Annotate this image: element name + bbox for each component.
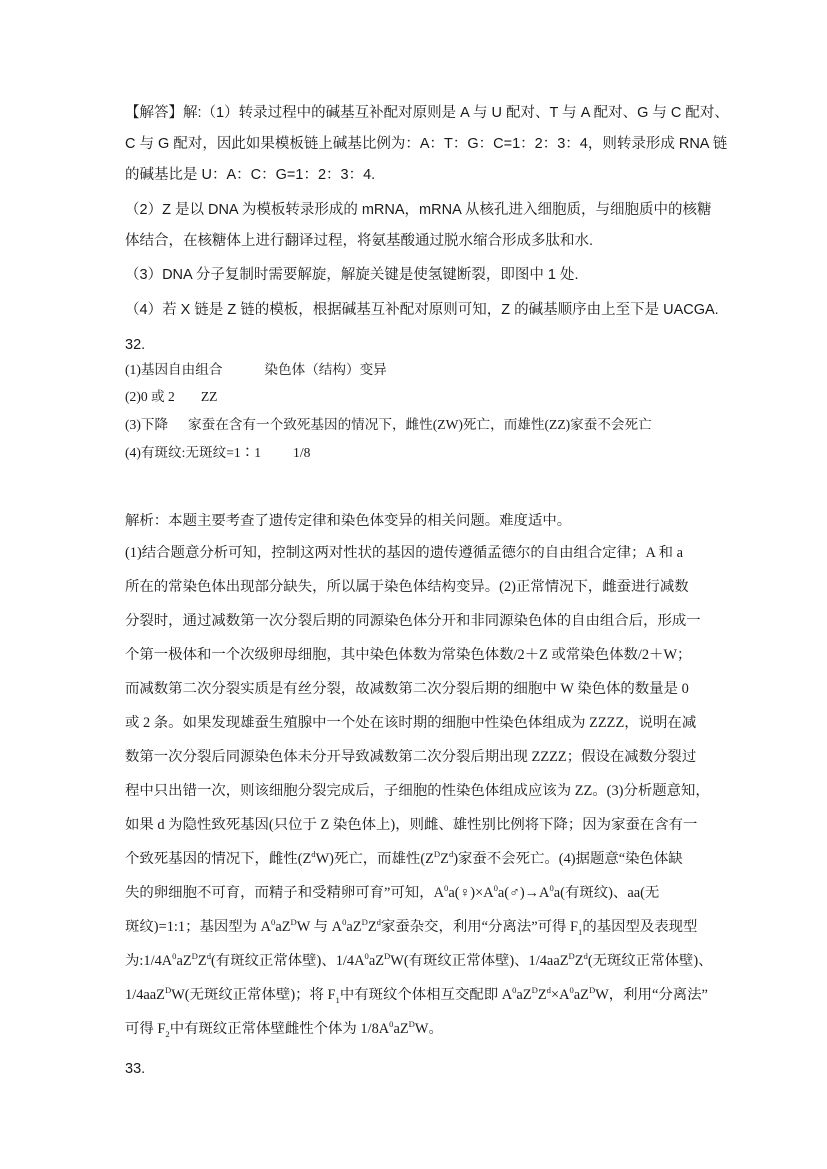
q32-answer-2-value: ZZ: [200, 389, 218, 404]
q32-answer-1-value: 染色体（结构）变异: [264, 362, 387, 377]
q32-answer-4-value: 1/8: [293, 445, 311, 460]
q32-answer-2-label: (2)0 或 2: [125, 389, 175, 404]
analysis-line-8: 数第一次分裂后同源染色体未分开导致减数第二次分裂后期出现 ZZZZ；假设在减数分裂过: [125, 749, 697, 765]
analysis-line-6: 而减数第二次分裂实质是有丝分裂，故减数第二次分裂后期的细胞中 W 染色体的数量是 0: [125, 681, 689, 697]
answer-line-3: 的碱基比是 U：A：C：G=1：2：3：4.: [125, 167, 376, 183]
answer-line-2: C 与 G 配对，因此如果模板链上碱基比例为：A：T：G：C=1：2：3：4，则转录形成 RNA 链: [125, 136, 728, 152]
analysis-line-11: 个致死基因的情况下，雌性$(Z^dW)$死亡，而雄性$(Z^DZ^d)$家蚕不会死亡。(4)据题意“染色体缺: [125, 849, 683, 867]
q32-answer-1-label: (1)基因自由组合: [125, 362, 223, 377]
answer-line-5: 体结合，在核糖体上进行翻译过程，将氨基酸通过脱水缩合形成多肽和水.: [125, 233, 594, 249]
analysis-line-7: 或 2 条。如果发现雄蚕生殖腺中一个处在该时期的细胞中性染色体组成为 ZZZZ，说明在减: [125, 715, 697, 731]
q32-answer-2: [125, 390, 217, 404]
analysis-line-9: 程中只出错一次，则该细胞分裂完成后，子细胞的性染色体组成应该为 ZZ。(3)分析题意知，: [125, 783, 710, 799]
q32-answer-1: [125, 363, 387, 377]
q32-answer-3-label: (3)下降: [125, 417, 169, 432]
q32-answer-4: [125, 446, 310, 460]
question-32-number: 32.: [125, 337, 146, 353]
question-33-number: 33.: [125, 1061, 146, 1077]
analysis-line-15: 1/4aaZ$^D$W(无斑纹正常体壁)；将 $F_1$中有斑纹个体相互交配即 $A^0aZ^DZ^d\times A^0aZ^DW$，利用“分离法”: [125, 985, 708, 1005]
analysis-line-16: 可得 $F_2$中有斑纹正常体壁雌性个体为 $1/8A^0aZ^DW$。: [125, 1019, 443, 1039]
q32-answer-3-value: 家蚕在含有一个致死基因的情况下，雌性(ZW)死亡，而雄性(ZZ)家蚕不会死亡: [188, 417, 652, 432]
analysis-line-13: 斑纹)=1:1；基因型为 $A^0aZ^DW$ 与 $A^0aZ^DZ^d$家蚕杂交，利用“分离法”可得 $F_1$的基因型及表现型: [125, 917, 698, 937]
answer-line-4: （2）Z 是以 DNA 为模板转录形成的 mRNA，mRNA 从核孔进入细胞质，与细胞质中的核糖: [125, 202, 712, 218]
analysis-line-1: 解析：本题主要考查了遗传定律和染色体变异的相关问题。难度适中。: [125, 513, 572, 529]
analysis-line-2: (1)结合题意分析可知，控制这两对性状的基因的遗传遵循孟德尔的自由组合定律；A 和 a: [125, 545, 684, 561]
analysis-line-5: 个第一极体和一个次级卵母细胞，其中染色体数为常染色体数/2＋Z 或常染色体数/2＋W；: [125, 647, 692, 663]
analysis-line-14: 为$:1/4A^0aZ^DZ^d$(有斑纹正常体壁)、$1/4A^0aZ^DW$(有斑纹正常体壁)、$1/4aaZ^DZ^d$(无斑纹正常体壁)、: [125, 951, 713, 969]
q32-answer-3: [125, 418, 652, 432]
answer-line-7: （4）若 X 链是 Z 链的模板，根据碱基互补配对原则可知，Z 的碱基顺序由上至下是 UACGA.: [125, 302, 719, 318]
answer-line-1: 【解答】解:（1）转录过程中的碱基互补配对原则是 A 与 U 配对、T 与 A 配对、G 与 C 配对、: [125, 105, 729, 121]
analysis-line-12: 失的卵细胞不可育，而精子和受精卵可育”可知，$A^0a(♀)\times A^0a(♂)\to A^0a$(有斑纹)、aa(无: [125, 883, 660, 901]
analysis-line-10: 如果 d 为隐性致死基因(只位于 Z 染色体上)，则雌、雄性别比例将下降；因为家蚕在含有一: [125, 817, 698, 833]
answer-line-6: （3）DNA 分子复制时需要解旋，解旋关键是使氢键断裂，即图中 1 处.: [125, 267, 579, 283]
q32-answer-4-label: (4)有斑纹:无斑纹=1∶1: [125, 445, 262, 460]
analysis-line-3: 所在的常染色体出现部分缺失，所以属于染色体结构变异。(2)正常情况下，雌蚕进行减数: [125, 579, 689, 595]
analysis-line-4: 分裂时，通过减数第一次分裂后期的同源染色体分开和非同源染色体的自由组合后，形成一: [125, 613, 701, 629]
